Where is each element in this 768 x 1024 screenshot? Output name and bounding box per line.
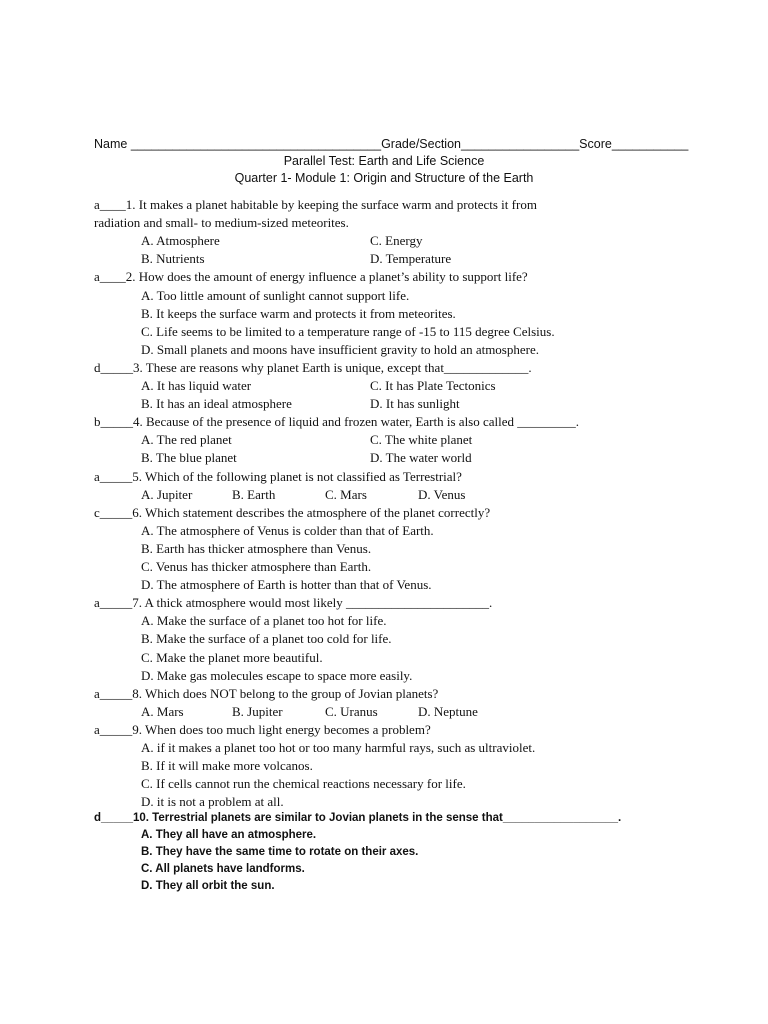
question-9-option: A. if it makes a planet too hot or too many harmful rays, such as ultraviolet. (141, 740, 536, 755)
question-9-option: D. it is not a problem at all. (141, 794, 284, 810)
question-1-option: D. Temperature (370, 251, 452, 267)
question-8-option: C. Uranus (325, 703, 378, 719)
question-8-option: A. Mars (141, 703, 184, 719)
question-7-option: B. Make the surface of a planet too cold for life. (141, 631, 392, 647)
question-4-option: A. The red planet (141, 432, 232, 448)
question-2-option: B. It keeps the surface warm and protects it from meteorites. (141, 305, 456, 321)
question-9-option: C. If cells cannot run the chemical reactions necessary for life. (141, 776, 466, 792)
question-1-option: B. Nutrients (141, 251, 205, 267)
question-4-option: D. The water world (370, 450, 472, 466)
question-4-text: b_____4. Because of the presence of liquid and frozen water, Earth is also called _________. (94, 414, 580, 430)
question-7-option: A. Make the surface of a planet too hot for life. (141, 613, 387, 629)
question-3-text: d_____3. These are reasons why planet Earth is unique, except that_____________. (94, 359, 532, 375)
question-10-option: A. They all have an atmosphere. (141, 829, 317, 842)
question-9-text: a_____9. When does too much light energy becomes a problem? (94, 721, 431, 737)
question-7-option: C. Make the planet more beautiful. (141, 649, 323, 665)
question-3-option: D. It has sunlight (370, 396, 460, 412)
question-8-option: D. Neptune (418, 703, 478, 719)
question-6-option: B. Earth has thicker atmosphere than Venus. (141, 540, 372, 556)
question-3-option: A. It has liquid water (141, 378, 252, 393)
question-9-option: B. If it will make more volcanos. (141, 758, 313, 774)
question-7-text: a_____7. A thick atmosphere would most likely ______________________. (94, 595, 493, 611)
question-10-text: d_____10. Terrestrial planets are similar to Jovian planets in the sense that__________________. (94, 812, 622, 825)
question-5-option: D. Venus (418, 486, 466, 502)
question-1-text: radiation and small- to medium-sized meteorites. (94, 215, 349, 231)
question-5-text: a_____5. Which of the following planet is not classified as Terrestrial? (94, 468, 462, 484)
question-5-option: B. Earth (232, 486, 276, 502)
test-subtitle: Quarter 1- Module 1: Origin and Structure of the Earth (234, 171, 534, 185)
question-6-option: D. The atmosphere of Earth is hotter than that of Venus. (141, 577, 432, 593)
question-8-text: a_____8. Which does NOT belong to the group of Jovian planets? (94, 685, 439, 701)
question-5-option: C. Mars (325, 486, 367, 502)
question-2-text: a____2. How does the amount of energy influence a planet’s ability to support life? (94, 269, 528, 285)
question-4-option: B. The blue planet (141, 450, 237, 466)
question-6-option: C. Venus has thicker atmosphere than Earth. (141, 559, 372, 574)
test-title: Parallel Test: Earth and Life Science (283, 154, 485, 168)
question-8-option: B. Jupiter (232, 703, 283, 719)
question-3-option: B. It has an ideal atmosphere (141, 396, 292, 412)
question-10-option: D. They all orbit the sun. (141, 880, 275, 893)
question-1-option: A. Atmosphere (141, 233, 220, 249)
question-10-option: B. They have the same time to rotate on their axes. (141, 846, 419, 859)
question-2-option: C. Life seems to be limited to a temperature range of -15 to 115 degree Celsius. (141, 323, 555, 339)
question-4-option: C. The white planet (370, 432, 473, 448)
question-6-text: c_____6. Which statement describes the atmosphere of the planet correctly? (94, 504, 491, 520)
question-1-option: C. Energy (370, 233, 423, 249)
question-6-option: A. The atmosphere of Venus is colder than that of Earth. (141, 522, 434, 538)
question-7-option: D. Make gas molecules escape to space more easily. (141, 667, 413, 683)
question-3-option: C. It has Plate Tectonics (370, 378, 496, 393)
question-10-option: C. All planets have landforms. (141, 863, 305, 876)
student-info-line: Name ____________________________________Grade/Section_________________Score___________ (94, 137, 689, 151)
question-2-option: D. Small planets and moons have insufficient gravity to hold an atmosphere. (141, 341, 539, 357)
question-2-option: A. Too little amount of sunlight cannot support life. (141, 287, 410, 303)
question-1-text: a____1. It makes a planet habitable by keeping the surface warm and protects it from (94, 197, 537, 212)
question-5-option: A. Jupiter (141, 486, 193, 502)
